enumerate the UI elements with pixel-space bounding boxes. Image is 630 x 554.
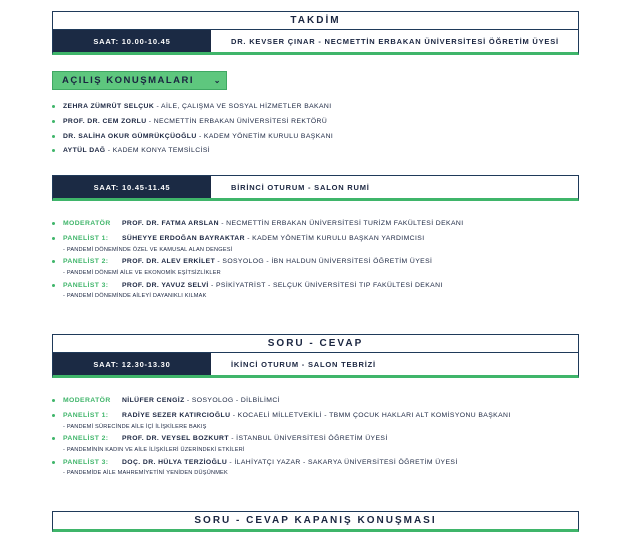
session2-desc: İKİNCİ OTURUM - SALON TEBRİZİ <box>231 359 376 369</box>
session1-desc: BİRİNCİ OTURUM - SALON RUMİ <box>231 182 370 192</box>
session2-time: SAAT: 12.30-13.30 <box>53 353 211 375</box>
session2-list <box>52 398 592 477</box>
closing-title: SORU - CEVAP KAPANIŞ KONUŞMASI <box>194 515 437 526</box>
opening-list <box>52 104 592 155</box>
bullet-icon <box>52 260 55 263</box>
session1-list <box>52 221 592 300</box>
panelist-topic: - PANDEMİ DÖNEMİ AİLE VE EKONOMİK EŞİTSİZLİKLER <box>63 269 221 276</box>
takdim-time: SAAT: 10.00-10.45 <box>53 30 211 52</box>
bullet-icon <box>52 120 55 123</box>
closing-header <box>52 511 579 532</box>
panelist-topic: - PANDEMİNİN KADIN VE AİLE İLİŞKİLERİ ÜZERİNDEKİ ETKİLERİ <box>63 446 245 453</box>
bullet-icon <box>52 105 55 108</box>
bullet-icon <box>52 399 55 402</box>
panelist-topic: - PANDEMİDE AİLE MAHREMİYETİNİ YENİDEN DÜŞÜNMEK <box>63 470 228 477</box>
panelist-item: PANELİST 1: SÜHEYYE ERDOĞAN BAYRAKTAR - KADEM YÖNETİM KURULU BAŞKAN YARDIMCISI <box>52 236 592 243</box>
panelist-item: PANELİST 3: DOÇ. DR. HÜLYA TERZİOĞLU - İLAHİYATÇI YAZAR - SAKARYA ÜNİVERSİTESİ ÖĞRETİM ÜYESİ <box>52 460 592 467</box>
takdim-row <box>52 29 579 55</box>
panelist-topic: - PANDEMİ SÜRECİNDE AİLE İÇİ İLİŞKİLERE BAKIŞ <box>63 423 207 430</box>
panelist-item: PANELİST 3: PROF. DR. YAVUZ SELVİ - PSİKİYATRİST - SELÇUK ÜNİVERSİTESİ TIP FAKÜLTESİ DEKANI <box>52 283 592 290</box>
panelist-topic: - PANDEMİ DÖNEMİNDE ÖZEL VE KAMUSAL ALAN DENGESİ <box>63 246 233 253</box>
bullet-icon <box>52 237 55 240</box>
session1-row <box>52 175 579 201</box>
bullet-icon <box>52 222 55 225</box>
session2-row <box>52 352 579 378</box>
list-item: ZEHRA ZÜMRÜT SELÇUK - AİLE, ÇALIŞMA VE SOSYAL HİZMETLER BAKANI <box>52 104 592 111</box>
opening-toggle-button[interactable] <box>52 71 227 90</box>
session1-time: SAAT: 10.45-11.45 <box>53 176 211 198</box>
opening-label: AÇILIŞ KONUŞMALARI <box>62 75 195 86</box>
list-item: DR. SALİHA OKUR GÜMRÜKÇÜOĞLU - KADEM YÖNETİM KURULU BAŞKANI <box>52 134 592 141</box>
list-item: PROF. DR. CEM ZORLU - NECMETTİN ERBAKAN ÜNİVERSİTESİ REKTÖRÜ <box>52 119 592 126</box>
panelist-item: PANELİST 2: PROF. DR. ALEV ERKİLET - SOSYOLOG - İBN HALDUN ÜNİVERSİTESİ ÖĞRETİM ÜYESİ <box>52 259 592 266</box>
panelist-item: PANELİST 1: RADİYE SEZER KATIRCIOĞLU - KOCAELİ MİLLETVEKİLİ - TBMM ÇOCUK HAKLARI ALT KOMİSYONU BAŞKANI <box>52 413 592 420</box>
bullet-icon <box>52 135 55 138</box>
chevron-down-icon: ⌄ <box>213 76 222 85</box>
bullet-icon <box>52 414 55 417</box>
bullet-icon <box>52 461 55 464</box>
panelist-item: PANELİST 2: PROF. DR. VEYSEL BOZKURT - İSTANBUL ÜNİVERSİTESİ ÖĞRETİM ÜYESİ <box>52 436 592 443</box>
bullet-icon <box>52 437 55 440</box>
bullet-icon <box>52 149 55 152</box>
takdim-title: TAKDİM <box>290 15 341 26</box>
qa-title: SORU - CEVAP <box>267 338 364 349</box>
bullet-icon <box>52 284 55 287</box>
moderator-item: MODERATÖR PROF. DR. FATMA ARSLAN - NECMETTİN ERBAKAN ÜNİVERSİTESİ TURİZM FAKÜLTESİ DEKANI <box>52 221 592 228</box>
list-item: AYTÜL DAĞ - KADEM KONYA TEMSİLCİSİ <box>52 148 592 155</box>
takdim-desc: DR. KEVSER ÇINAR - NECMETTİN ERBAKAN ÜNİVERSİTESİ ÖĞRETİM ÜYESİ <box>231 36 559 46</box>
panelist-topic: - PANDEMİ DÖNEMİNDE AİLEYİ DAYANIKLI KILMAK <box>63 293 207 300</box>
moderator-item: MODERATÖR NİLÜFER CENGİZ - SOSYOLOG - DİLBİLİMCİ <box>52 398 592 405</box>
